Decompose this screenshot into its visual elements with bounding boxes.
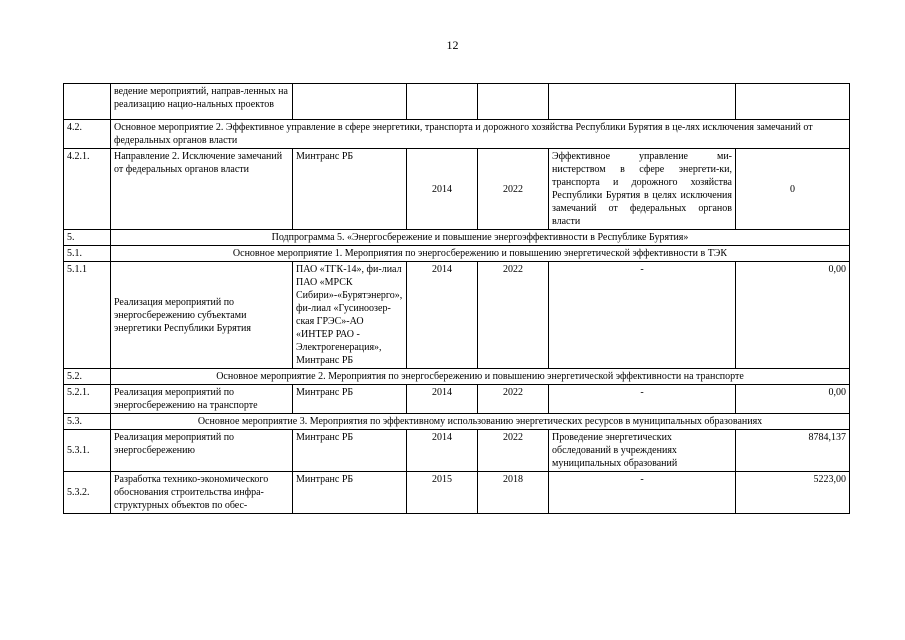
program-table: [63, 83, 850, 514]
indicator-value: 5223,00: [736, 472, 850, 514]
main-activity: Основное мероприятие 2. Мероприятия по энергосбережению и повышению энергетической эффективности на транспорте: [111, 369, 850, 385]
start-year: 2014: [407, 430, 478, 472]
table-row: [64, 262, 850, 369]
indicator-value: 8784,137: [736, 430, 850, 472]
row-number: [64, 84, 111, 120]
start-year: 2014: [407, 262, 478, 369]
executor: Минтранс РБ: [293, 472, 407, 514]
indicator-value: 0,00: [736, 385, 850, 414]
table-row: [64, 414, 850, 430]
expected-result: Эффективное управление ми-нистерством в сфере энергети-ки, транспорта и дорожного хозяйства Республики Бурятия в целях исключения замечаний от федеральных органов власти: [549, 149, 736, 230]
indicator-value: 0: [736, 149, 850, 230]
activity-name: Реализация мероприятий по энергосбережению: [111, 430, 293, 472]
start-year: 2015: [407, 472, 478, 514]
page-number: 12: [446, 38, 459, 52]
main-activity: Основное мероприятие 3. Мероприятия по эффективному использованию энергетических ресурсов в муниципальных образованиях: [111, 414, 850, 430]
executor: Минтранс РБ: [293, 149, 407, 230]
end-year: 2022: [478, 385, 549, 414]
table-row: [64, 149, 850, 230]
start-year: [407, 84, 478, 120]
activity-name: ведение мероприятий, направ-ленных на реализацию нацио-нальных проектов: [111, 84, 293, 120]
table-row: [64, 230, 850, 246]
table-row: [64, 120, 850, 149]
table-row: [64, 369, 850, 385]
executor: Минтранс РБ: [293, 430, 407, 472]
indicator-value: 0,00: [736, 262, 850, 369]
end-year: 2022: [478, 262, 549, 369]
activity-name: Реализация мероприятий по энергосбережению субъектами энергетики Республики Бурятия: [111, 262, 293, 369]
executor: ПАО «ТГК-14», фи-лиал ПАО «МРСК Сибири»-«Бурятэнерго», фи-лиал «Гусиноозер-ская ГРЭС»-АО «ИНТЕР РАО - Электрогенерация», Минтранс РБ: [293, 262, 407, 369]
subprogram-title: Подпрограмма 5. «Энергосбережение и повышение энергоэффективности в Республике Бурятия»: [111, 230, 850, 246]
row-number: 5.2.1.: [64, 385, 111, 414]
main-activity: Основное мероприятие 1. Мероприятия по энергосбережению и повышению энергетической эффективности в ТЭК: [111, 246, 850, 262]
main-activity: Основное мероприятие 2. Эффективное управление в сфере энергетики, транспорта и дорожного хозяйства Республики Бурятия в це-лях исключения замечаний от федеральных органов власти: [111, 120, 850, 149]
start-year: 2014: [407, 149, 478, 230]
expected-result: -: [549, 262, 736, 369]
table-row: [64, 246, 850, 262]
row-number: 4.2.1.: [64, 149, 111, 230]
activity-name: Реализация мероприятий по энергосбережению на транспорте: [111, 385, 293, 414]
executor: Минтранс РБ: [293, 385, 407, 414]
row-number: 5.: [64, 230, 111, 246]
expected-result: -: [549, 385, 736, 414]
expected-result: Проведение энергетических обследований в учреждениях муниципальных образований: [549, 430, 736, 472]
activity-name: Разработка технико-экономического обоснования строительства инфра-структурных объектов по обес-: [111, 472, 293, 514]
table-row: [64, 84, 850, 120]
end-year: [478, 84, 549, 120]
expected-result: -: [549, 472, 736, 514]
row-number: 5.3.: [64, 414, 111, 430]
row-number: 5.1.: [64, 246, 111, 262]
table-row: [64, 472, 850, 514]
start-year: 2014: [407, 385, 478, 414]
table-row: [64, 430, 850, 472]
row-number: 4.2.: [64, 120, 111, 149]
row-number: 5.3.2.: [64, 472, 111, 514]
row-number: 5.2.: [64, 369, 111, 385]
row-number: 5.1.1: [64, 262, 111, 369]
table-row: [64, 385, 850, 414]
end-year: 2018: [478, 472, 549, 514]
expected-result: [549, 84, 736, 120]
row-number: 5.3.1.: [64, 430, 111, 472]
activity-name: Направление 2. Исключение замечаний от федеральных органов власти: [111, 149, 293, 230]
indicator-value: [736, 84, 850, 120]
end-year: 2022: [478, 149, 549, 230]
end-year: 2022: [478, 430, 549, 472]
executor: [293, 84, 407, 120]
